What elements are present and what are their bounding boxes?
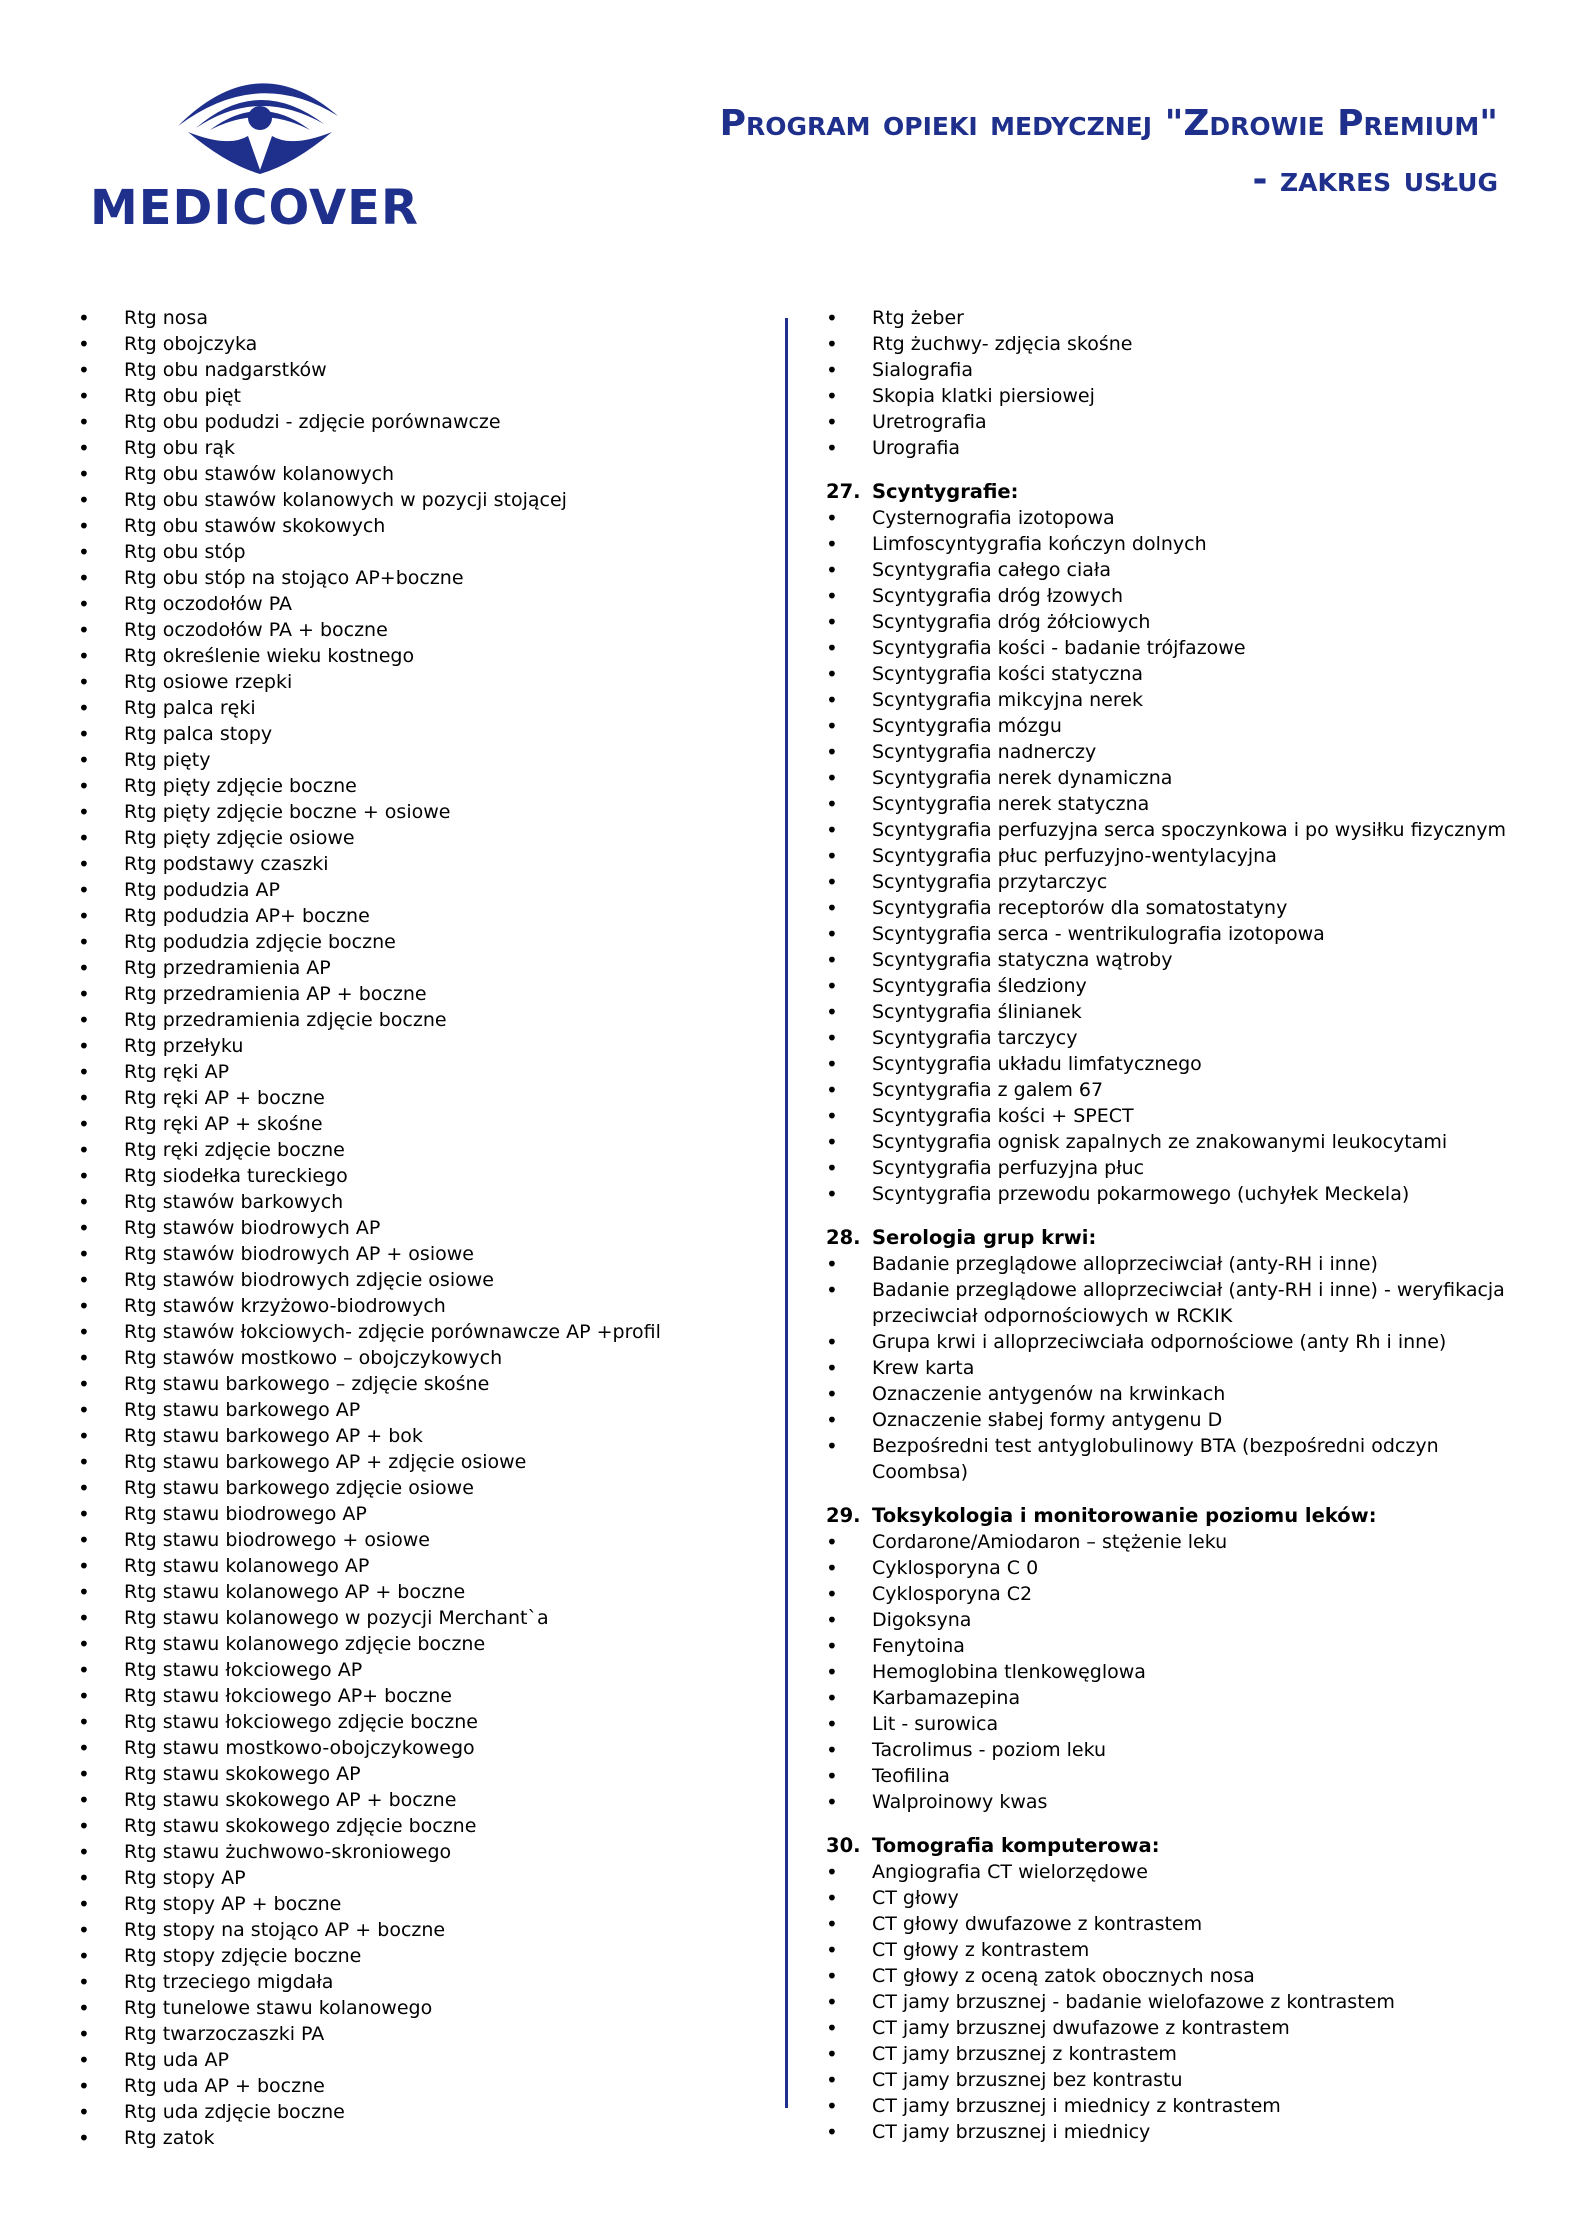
section-number: 27. — [826, 480, 861, 503]
list-item: • Scyntygrafia przewodu pokarmowego (uchyłek Meckela) — [826, 1181, 1526, 1207]
list-item: • Rtg pięty zdjęcie osiowe — [78, 825, 768, 851]
list-item: • Scyntygrafia nerek statyczna — [826, 791, 1526, 817]
list-item: • CT jamy brzusznej - badanie wielofazowe z kontrastem — [826, 1989, 1526, 2015]
section-item-list — [826, 505, 1526, 1207]
list-item: • Rtg stawów mostkowo – obojczykowych — [78, 1345, 768, 1371]
list-item: • Rtg stawów biodrowych AP + osiowe — [78, 1241, 768, 1267]
left-item-list — [78, 305, 768, 2151]
list-item: • Badanie przeglądowe alloprzeciwciał (anty-RH i inne) - weryfikacja przeciwciał odpornościowych w RCKIK — [826, 1277, 1526, 1329]
list-item: • Rtg obu podudzi - zdjęcie porównawcze — [78, 409, 768, 435]
list-item: • Grupa krwi i alloprzeciwciała odpornościowe (anty Rh i inne) — [826, 1329, 1526, 1355]
section-title: Tomografia komputerowa: — [872, 1834, 1160, 1857]
section — [826, 1833, 1526, 2145]
left-column — [78, 305, 768, 2151]
list-item: • Rtg stawu kolanowego AP + boczne — [78, 1579, 768, 1605]
list-item: • Rtg stawów krzyżowo-biodrowych — [78, 1293, 768, 1319]
list-item: • Rtg podudzia AP — [78, 877, 768, 903]
list-item: • Scyntygrafia ślinianek — [826, 999, 1526, 1025]
section-item-list — [826, 1859, 1526, 2145]
list-item: • Rtg ręki AP — [78, 1059, 768, 1085]
list-item: • Rtg stawu skokowego AP + boczne — [78, 1787, 768, 1813]
right-top-item-list — [826, 305, 1526, 461]
section-item-list — [826, 1251, 1526, 1485]
list-item: • Rtg stopy na stojąco AP + boczne — [78, 1917, 768, 1943]
list-item: • Rtg stopy zdjęcie boczne — [78, 1943, 768, 1969]
list-item: • Scyntygrafia nadnerczy — [826, 739, 1526, 765]
section-number: 29. — [826, 1504, 861, 1527]
section-heading — [826, 1503, 1526, 1529]
list-item: • Rtg stawu barkowego AP + zdjęcie osiowe — [78, 1449, 768, 1475]
list-item: • Bezpośredni test antyglobulinowy BTA (bezpośredni odczyn Coombsa) — [826, 1433, 1526, 1485]
list-item: • Scyntygrafia całego ciała — [826, 557, 1526, 583]
list-item: • Rtg obu nadgarstków — [78, 357, 768, 383]
list-item: • Rtg stawu skokowego AP — [78, 1761, 768, 1787]
list-item: • Rtg obu rąk — [78, 435, 768, 461]
list-item: • Rtg uda zdjęcie boczne — [78, 2099, 768, 2125]
list-item: • Rtg osiowe rzepki — [78, 669, 768, 695]
title-line-1: Program opieki medycznej "Zdrowie Premium" — [719, 103, 1498, 144]
list-item: • Urografia — [826, 435, 1526, 461]
list-item: • Rtg pięty — [78, 747, 768, 773]
list-item: • Rtg stawu barkowego AP — [78, 1397, 768, 1423]
section-item-list — [826, 1529, 1526, 1815]
list-item: • Scyntygrafia układu limfatycznego — [826, 1051, 1526, 1077]
list-item: • Badanie przeglądowe alloprzeciwciał (anty-RH i inne) — [826, 1251, 1526, 1277]
list-item: • Rtg stawu łokciowego AP+ boczne — [78, 1683, 768, 1709]
list-item: • Rtg stawu barkowego AP + bok — [78, 1423, 768, 1449]
list-item: • Scyntygrafia perfuzyjna płuc — [826, 1155, 1526, 1181]
list-item: • Rtg oczodołów PA + boczne — [78, 617, 768, 643]
section — [826, 1225, 1526, 1485]
section-number: 30. — [826, 1834, 861, 1857]
list-item: • Rtg stawu biodrowego + osiowe — [78, 1527, 768, 1553]
list-item: • Rtg stawu łokciowego zdjęcie boczne — [78, 1709, 768, 1735]
list-item: • Rtg siodełka tureckiego — [78, 1163, 768, 1189]
list-item: • Scyntygrafia tarczycy — [826, 1025, 1526, 1051]
list-item: • Scyntygrafia mózgu — [826, 713, 1526, 739]
list-item: • Rtg przedramienia AP + boczne — [78, 981, 768, 1007]
list-item: • Scyntygrafia z galem 67 — [826, 1077, 1526, 1103]
list-item: • Tacrolimus - poziom leku — [826, 1737, 1526, 1763]
list-item: • Scyntygrafia mikcyjna nerek — [826, 687, 1526, 713]
list-item: • Rtg podstawy czaszki — [78, 851, 768, 877]
section — [826, 479, 1526, 1207]
list-item: • Rtg określenie wieku kostnego — [78, 643, 768, 669]
list-item: • Rtg stawu mostkowo-obojczykowego — [78, 1735, 768, 1761]
list-item: • Rtg stawów biodrowych AP — [78, 1215, 768, 1241]
list-item: • Rtg żeber — [826, 305, 1526, 331]
list-item: • Scyntygrafia kości statyczna — [826, 661, 1526, 687]
list-item: • Scyntygrafia kości - badanie trójfazowe — [826, 635, 1526, 661]
list-item: • Scyntygrafia dróg łzowych — [826, 583, 1526, 609]
list-item: • Rtg ręki AP + skośne — [78, 1111, 768, 1137]
list-item: • Rtg stopy AP — [78, 1865, 768, 1891]
list-item: • Oznaczenie słabej formy antygenu D — [826, 1407, 1526, 1433]
list-item: • Rtg twarzoczaszki PA — [78, 2021, 768, 2047]
list-item: • Scyntygrafia dróg żółciowych — [826, 609, 1526, 635]
list-item: • Scyntygrafia receptorów dla somatostatyny — [826, 895, 1526, 921]
list-item: • Rtg stawu barkowego zdjęcie osiowe — [78, 1475, 768, 1501]
list-item: • Rtg obu stawów kolanowych w pozycji stojącej — [78, 487, 768, 513]
section-title: Serologia grup krwi: — [872, 1226, 1097, 1249]
list-item: • Rtg nosa — [78, 305, 768, 331]
list-item: • Rtg stawów barkowych — [78, 1189, 768, 1215]
page-header — [0, 0, 1580, 260]
list-item: • CT głowy — [826, 1885, 1526, 1911]
list-item: • Oznaczenie antygenów na krwinkach — [826, 1381, 1526, 1407]
list-item: • Scyntygrafia kości + SPECT — [826, 1103, 1526, 1129]
list-item: • Rtg przedramienia zdjęcie boczne — [78, 1007, 768, 1033]
title-line-2: - zakres usług — [1252, 159, 1498, 200]
list-item: • CT jamy brzusznej bez kontrastu — [826, 2067, 1526, 2093]
list-item: • Cyklosporyna C 0 — [826, 1555, 1526, 1581]
list-item: • Rtg przełyku — [78, 1033, 768, 1059]
list-item: • Lit - surowica — [826, 1711, 1526, 1737]
column-divider — [785, 318, 788, 2108]
list-item: • Fenytoina — [826, 1633, 1526, 1659]
section-heading — [826, 479, 1526, 505]
section-heading — [826, 1225, 1526, 1251]
list-item: • Rtg tunelowe stawu kolanowego — [78, 1995, 768, 2021]
list-item: • Rtg uda AP — [78, 2047, 768, 2073]
list-item: • Rtg stawów łokciowych- zdjęcie porównawcze AP +profil — [78, 1319, 768, 1345]
list-item: • Rtg stopy AP + boczne — [78, 1891, 768, 1917]
list-item: • Rtg żuchwy- zdjęcia skośne — [826, 331, 1526, 357]
medicover-emblem-icon — [168, 64, 348, 174]
list-item: • Rtg stawu skokowego zdjęcie boczne — [78, 1813, 768, 1839]
list-item: • Rtg pięty zdjęcie boczne — [78, 773, 768, 799]
page-title — [720, 96, 1498, 208]
list-item: • Rtg stawu barkowego – zdjęcie skośne — [78, 1371, 768, 1397]
list-item: • Rtg stawu kolanowego zdjęcie boczne — [78, 1631, 768, 1657]
list-item: • Rtg uda AP + boczne — [78, 2073, 768, 2099]
list-item: • Limfoscyntygrafia kończyn dolnych — [826, 531, 1526, 557]
list-item: • Rtg stawu kolanowego AP — [78, 1553, 768, 1579]
list-item: • Rtg obu stawów skokowych — [78, 513, 768, 539]
list-item: • CT głowy z kontrastem — [826, 1937, 1526, 1963]
list-item: • CT jamy brzusznej dwufazowe z kontrastem — [826, 2015, 1526, 2041]
list-item: • Angiografia CT wielorzędowe — [826, 1859, 1526, 1885]
list-item: • Cordarone/Amiodaron – stężenie leku — [826, 1529, 1526, 1555]
list-item: • Scyntygrafia śledziony — [826, 973, 1526, 999]
list-item: • Rtg palca stopy — [78, 721, 768, 747]
list-item: • Rtg stawu łokciowego AP — [78, 1657, 768, 1683]
list-item: • Rtg podudzia zdjęcie boczne — [78, 929, 768, 955]
list-item: • Cyklosporyna C2 — [826, 1581, 1526, 1607]
list-item: • Scyntygrafia przytarczyc — [826, 869, 1526, 895]
list-item: • Rtg ręki zdjęcie boczne — [78, 1137, 768, 1163]
section-title: Toksykologia i monitorowanie poziomu leków: — [872, 1504, 1377, 1527]
list-item: • Digoksyna — [826, 1607, 1526, 1633]
list-item: • Uretrografia — [826, 409, 1526, 435]
list-item: • CT głowy dwufazowe z kontrastem — [826, 1911, 1526, 1937]
list-item: • CT jamy brzusznej i miednicy z kontrastem — [826, 2093, 1526, 2119]
list-item: • Rtg przedramienia AP — [78, 955, 768, 981]
list-item: • Sialografia — [826, 357, 1526, 383]
section-title: Scyntygrafie: — [872, 480, 1019, 503]
list-item: • Scyntygrafia serca - wentrikulografia izotopowa — [826, 921, 1526, 947]
list-item: • Scyntygrafia ognisk zapalnych ze znakowanymi leukocytami — [826, 1129, 1526, 1155]
list-item: • CT jamy brzusznej i miednicy — [826, 2119, 1526, 2145]
list-item: • Teofilina — [826, 1763, 1526, 1789]
list-item: • Rtg pięty zdjęcie boczne + osiowe — [78, 799, 768, 825]
list-item: • Rtg stawu biodrowego AP — [78, 1501, 768, 1527]
list-item: • Karbamazepina — [826, 1685, 1526, 1711]
list-item: • Hemoglobina tlenkowęglowa — [826, 1659, 1526, 1685]
list-item: • Rtg oczodołów PA — [78, 591, 768, 617]
list-item: • Rtg obu stawów kolanowych — [78, 461, 768, 487]
list-item: • Rtg stawów biodrowych zdjęcie osiowe — [78, 1267, 768, 1293]
list-item: • CT jamy brzusznej z kontrastem — [826, 2041, 1526, 2067]
right-sections — [826, 479, 1526, 2145]
section — [826, 1503, 1526, 1815]
list-item: • Rtg ręki AP + boczne — [78, 1085, 768, 1111]
list-item: • Scyntygrafia nerek dynamiczna — [826, 765, 1526, 791]
medicover-logo — [90, 64, 420, 244]
list-item: • Scyntygrafia perfuzyjna serca spoczynkowa i po wysiłku fizycznym — [826, 817, 1526, 843]
list-item: • Krew karta — [826, 1355, 1526, 1381]
list-item: • Rtg obu stóp na stojąco AP+boczne — [78, 565, 768, 591]
list-item: • Rtg podudzia AP+ boczne — [78, 903, 768, 929]
list-item: • Skopia klatki piersiowej — [826, 383, 1526, 409]
list-item: • Rtg obojczyka — [78, 331, 768, 357]
right-column — [826, 305, 1526, 2145]
list-item: • CT głowy z oceną zatok obocznych nosa — [826, 1963, 1526, 1989]
list-item: • Rtg obu stóp — [78, 539, 768, 565]
list-item: • Rtg obu pięt — [78, 383, 768, 409]
list-item: • Walproinowy kwas — [826, 1789, 1526, 1815]
list-item: • Rtg palca ręki — [78, 695, 768, 721]
logo-wordmark: MEDICOVER — [90, 180, 419, 236]
list-item: • Rtg zatok — [78, 2125, 768, 2151]
list-item: • Rtg stawu kolanowego w pozycji Merchant`a — [78, 1605, 768, 1631]
list-item: • Scyntygrafia statyczna wątroby — [826, 947, 1526, 973]
section-number: 28. — [826, 1226, 861, 1249]
section-heading — [826, 1833, 1526, 1859]
list-item: • Scyntygrafia płuc perfuzyjno-wentylacyjna — [826, 843, 1526, 869]
list-item: • Rtg stawu żuchwowo-skroniowego — [78, 1839, 768, 1865]
list-item: • Rtg trzeciego migdała — [78, 1969, 768, 1995]
list-item: • Cysternografia izotopowa — [826, 505, 1526, 531]
